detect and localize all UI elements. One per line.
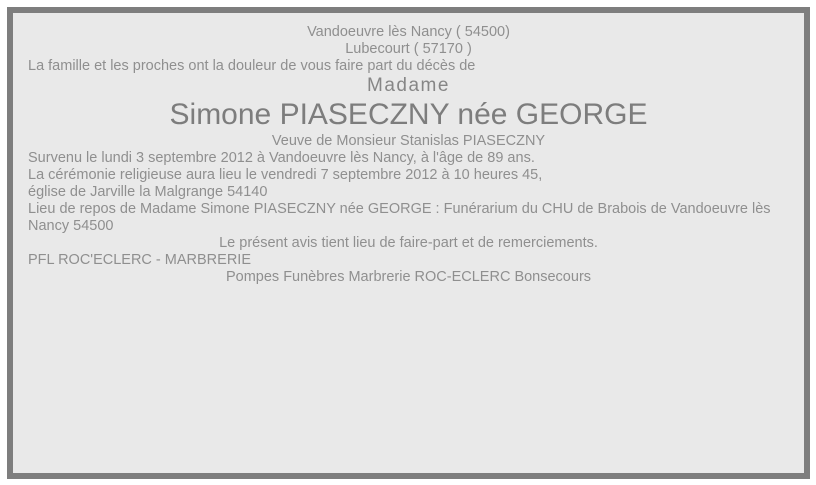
- ceremony-line-1: La cérémonie religieuse aura lieu le vendredi 7 septembre 2012 à 10 heures 45,: [28, 167, 543, 183]
- intro-text: La famille et les proches ont la douleur de vous faire part du décès de: [28, 58, 476, 74]
- repose-info-text: Lieu de repos de Madame Simone PIASECZNY née GEORGE : Funérarium du CHU de Brabois de Vandoeuvre lès Nancy 54500: [28, 201, 771, 234]
- location-line-2: Lubecourt ( 57170 ): [345, 41, 472, 57]
- funeral-company-text: Pompes Funèbres Marbrerie ROC-ECLERC Bonsecours: [225, 269, 592, 285]
- civility-title: Madame: [367, 75, 450, 96]
- death-notice-document: [28, 24, 789, 286]
- ceremony-block: [28, 167, 789, 201]
- ceremony-line-2: église de Jarville la Malgrange 54140: [28, 184, 268, 200]
- notice-text: Le présent avis tient lieu de faire-part et de remerciements.: [219, 235, 598, 251]
- location-line-1: Vandoeuvre lès Nancy ( 54500): [307, 24, 510, 40]
- death-info-text: Survenu le lundi 3 septembre 2012 à Vandoeuvre lès Nancy, à l'âge de 89 ans.: [28, 150, 535, 166]
- locations-block: [28, 24, 789, 58]
- notice-frame: [7, 7, 810, 479]
- relation-text: Veuve de Monsieur Stanislas PIASECZNY: [271, 133, 546, 149]
- deceased-name-heading: Simone PIASECZNY née GEORGE: [169, 98, 648, 131]
- funeral-home-text: PFL ROC'ECLERC - MARBRERIE: [28, 252, 251, 268]
